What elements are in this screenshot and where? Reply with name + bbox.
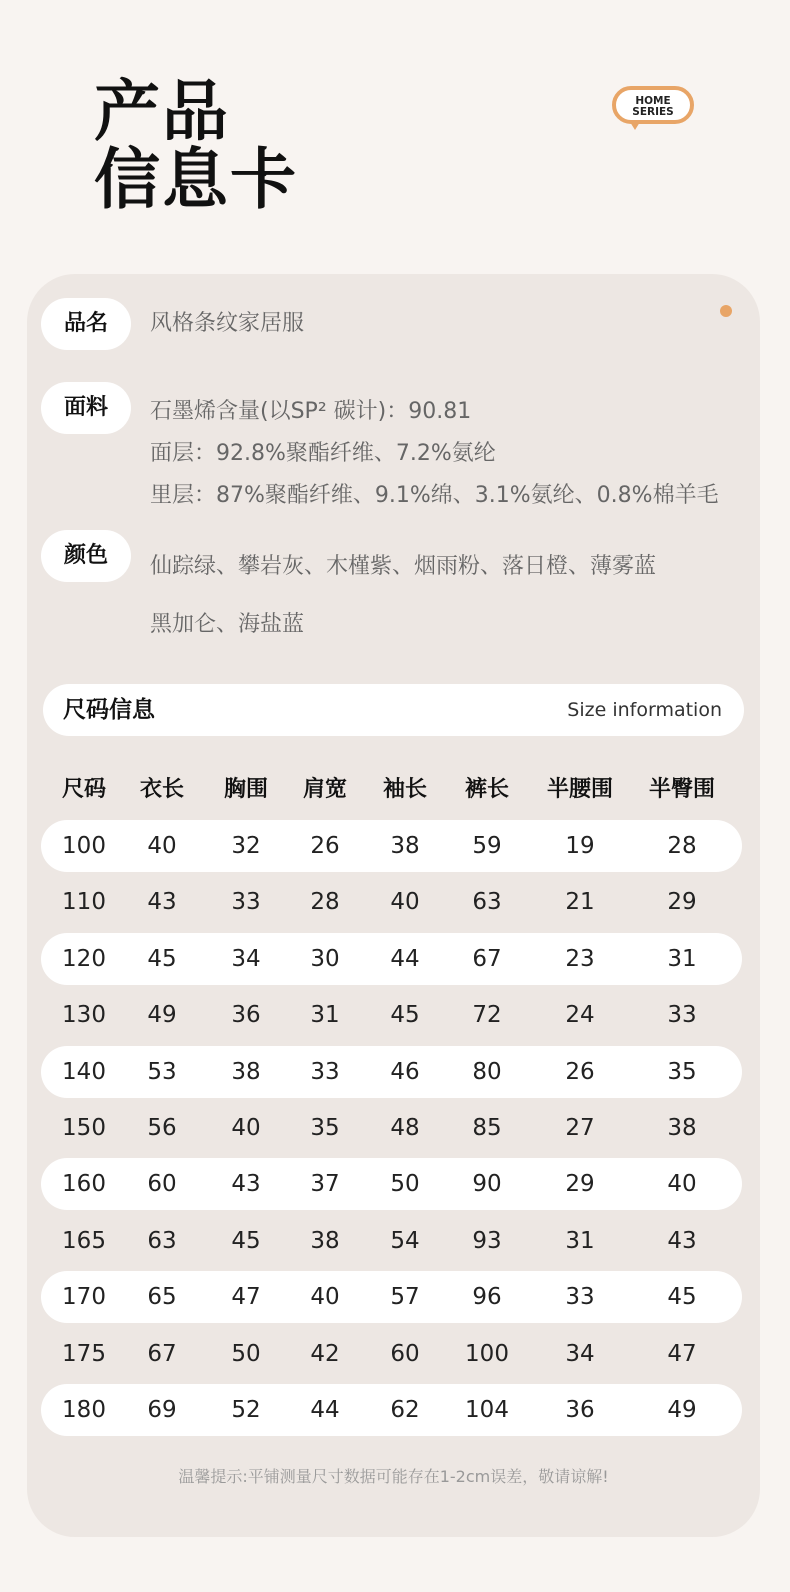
table-cell: 34 — [565, 1340, 595, 1367]
table-row — [41, 876, 742, 928]
table-cell: 50 — [390, 1171, 420, 1198]
fabric-line-3: 里层：87%聚酯纤维、9.1%绵、3.1%氨纶、0.8%棉羊毛 — [150, 483, 719, 508]
table-cell: 40 — [147, 833, 177, 859]
table-cell: 33 — [565, 1284, 595, 1311]
page-title — [94, 73, 298, 218]
table-cell: 33 — [667, 1002, 697, 1029]
home-series-badge — [612, 86, 694, 124]
column-header: 尺码 — [61, 777, 107, 802]
table-cell: 36 — [231, 1002, 261, 1029]
table-cell: 40 — [390, 889, 420, 916]
table-cell: 165 — [62, 1227, 106, 1254]
table-cell: 56 — [147, 1115, 177, 1141]
fabric-line-1: 石墨烯含量(以SP² 碳计)：90.81 — [150, 399, 472, 424]
table-cell: 150 — [62, 1115, 106, 1141]
table-cell: 44 — [310, 1397, 340, 1423]
table-row — [41, 1046, 742, 1098]
table-cell: 43 — [231, 1171, 261, 1198]
table-cell: 49 — [667, 1397, 697, 1423]
table-cell: 26 — [310, 833, 340, 859]
table-cell: 69 — [147, 1397, 177, 1423]
table-cell: 72 — [472, 1002, 502, 1029]
column-header: 裤长 — [464, 777, 510, 802]
badge-line-1: HOME — [635, 95, 671, 107]
table-cell: 130 — [62, 1002, 106, 1029]
footnote: 温馨提示:平铺测量尺寸数据可能存在1-2cm误差，敬请谅解! — [178, 1467, 609, 1486]
color-line-2: 黑加仑、海盐蓝 — [150, 612, 305, 637]
table-cell: 21 — [565, 889, 595, 916]
table-cell: 67 — [472, 945, 502, 972]
table-cell: 45 — [667, 1284, 697, 1311]
table-cell: 23 — [565, 945, 595, 972]
fabric-value — [150, 391, 719, 517]
table-cell: 59 — [472, 833, 502, 859]
table-cell: 170 — [62, 1284, 106, 1311]
table-cell: 40 — [310, 1284, 340, 1311]
table-cell: 54 — [390, 1227, 420, 1254]
table-cell: 47 — [667, 1340, 697, 1367]
column-header: 衣长 — [139, 777, 185, 802]
table-cell: 96 — [472, 1284, 502, 1311]
column-header: 袖长 — [382, 777, 428, 802]
table-cell: 38 — [231, 1058, 261, 1085]
accent-dot-icon — [720, 305, 732, 317]
table-row — [41, 1328, 742, 1380]
table-cell: 24 — [565, 1002, 595, 1029]
table-cell: 57 — [390, 1284, 420, 1311]
name-value: 风格条纹家居服 — [150, 311, 305, 336]
table-cell: 67 — [147, 1340, 177, 1367]
table-cell: 33 — [310, 1058, 340, 1085]
name-label: 品名 — [41, 298, 131, 350]
fabric-label: 面料 — [41, 382, 131, 434]
table-cell: 35 — [667, 1058, 697, 1085]
table-cell: 47 — [231, 1284, 261, 1311]
table-cell: 44 — [390, 945, 420, 972]
table-cell: 93 — [472, 1227, 502, 1254]
table-cell: 31 — [565, 1227, 595, 1254]
table-cell: 120 — [62, 945, 106, 972]
table-cell: 110 — [62, 889, 106, 916]
table-cell: 19 — [565, 833, 595, 859]
info-card — [27, 274, 760, 1537]
column-header: 半臀围 — [648, 777, 716, 802]
badge-text — [616, 96, 690, 118]
table-cell: 32 — [231, 833, 261, 859]
table-cell: 38 — [390, 833, 420, 859]
color-value — [150, 538, 656, 654]
table-cell: 49 — [147, 1002, 177, 1029]
table-cell: 45 — [390, 1002, 420, 1029]
size-title-zh: 尺码信息 — [63, 697, 155, 723]
table-cell: 43 — [667, 1227, 697, 1254]
column-header: 胸围 — [223, 777, 269, 802]
table-cell: 31 — [310, 1002, 340, 1029]
fabric-line-2: 面层：92.8%聚酯纤维、7.2%氨纶 — [150, 441, 496, 466]
table-cell: 28 — [310, 889, 340, 916]
table-cell: 140 — [62, 1058, 106, 1085]
table-row — [41, 933, 742, 985]
table-cell: 43 — [147, 889, 177, 916]
table-cell: 63 — [472, 889, 502, 916]
table-cell: 180 — [62, 1397, 106, 1423]
title-line-2: 信息卡 — [94, 141, 298, 218]
table-cell: 36 — [565, 1397, 595, 1423]
table-cell: 175 — [62, 1340, 106, 1367]
badge-line-2: SERIES — [632, 106, 674, 118]
table-cell: 104 — [465, 1397, 509, 1423]
table-row — [41, 1271, 742, 1323]
table-row — [41, 1215, 742, 1267]
table-cell: 60 — [390, 1340, 420, 1367]
table-cell: 62 — [390, 1397, 420, 1423]
size-title-en: Size information — [567, 699, 722, 721]
table-cell: 52 — [231, 1397, 261, 1423]
table-cell: 34 — [231, 945, 261, 972]
color-label: 颜色 — [41, 530, 131, 582]
table-cell: 48 — [390, 1115, 420, 1141]
title-line-1: 产品 — [94, 73, 230, 150]
table-cell: 42 — [310, 1340, 340, 1367]
table-cell: 38 — [667, 1115, 697, 1141]
table-cell: 29 — [667, 889, 697, 916]
table-cell: 50 — [231, 1340, 261, 1367]
table-cell: 65 — [147, 1284, 177, 1311]
table-row — [41, 1158, 742, 1210]
table-cell: 33 — [231, 889, 261, 916]
table-cell: 37 — [310, 1171, 340, 1198]
table-cell: 29 — [565, 1171, 595, 1198]
table-cell: 40 — [231, 1115, 261, 1141]
speech-tail-icon — [630, 122, 640, 130]
table-cell: 28 — [667, 833, 697, 859]
table-cell: 26 — [565, 1058, 595, 1085]
table-cell: 90 — [472, 1171, 502, 1198]
table-cell: 46 — [390, 1058, 420, 1085]
table-cell: 85 — [472, 1115, 502, 1141]
table-cell: 30 — [310, 945, 340, 972]
table-cell: 100 — [62, 833, 106, 859]
column-header: 肩宽 — [302, 777, 348, 802]
table-cell: 31 — [667, 945, 697, 972]
table-row — [41, 820, 742, 872]
table-cell: 40 — [667, 1171, 697, 1198]
table-cell: 27 — [565, 1115, 595, 1141]
table-cell: 45 — [231, 1227, 261, 1254]
table-cell: 80 — [472, 1058, 502, 1085]
table-cell: 38 — [310, 1227, 340, 1254]
table-cell: 63 — [147, 1227, 177, 1254]
size-section-header — [43, 684, 744, 736]
table-cell: 45 — [147, 945, 177, 972]
table-row — [41, 1384, 742, 1436]
table-row — [41, 989, 742, 1041]
color-line-1: 仙踪绿、攀岩灰、木槿紫、烟雨粉、落日橙、薄雾蓝 — [150, 554, 657, 579]
table-cell: 35 — [310, 1115, 340, 1141]
table-cell: 53 — [147, 1058, 177, 1085]
column-header: 半腰围 — [546, 777, 614, 802]
table-row — [41, 1102, 742, 1154]
table-cell: 60 — [147, 1171, 177, 1198]
table-cell: 160 — [62, 1171, 106, 1198]
table-cell: 100 — [465, 1340, 509, 1367]
